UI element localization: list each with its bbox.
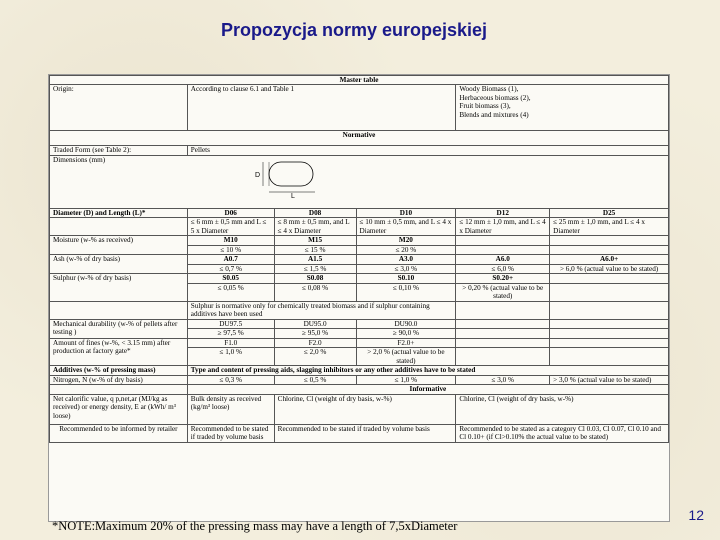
origin-values xyxy=(456,85,669,131)
moisture-class-m10: M10 xyxy=(187,236,274,245)
origin-label: Origin: xyxy=(50,85,188,131)
origin-herbaceous: Herbaceous biomass (2), xyxy=(459,93,531,102)
fines-value-f10: ≤ 1,0 % xyxy=(187,348,274,366)
recommended-volume-2: Recommended to be stated if traded by volume basis xyxy=(274,424,456,442)
class-d25: D25 xyxy=(550,208,669,217)
durability-class-du950: DU95.0 xyxy=(274,319,356,328)
ash-value-a60: ≤ 6,0 % xyxy=(456,264,550,273)
moisture-value-m20: ≤ 20 % xyxy=(356,245,456,254)
fines-class-f20plus: F2.0+ xyxy=(356,338,456,347)
recommended-category: Recommended to be stated as a category Cl 0.03, Cl 0.07, Cl 0.10 and Cl 0.10+ (if Cl>0.10% the actual value to be stated) xyxy=(456,424,669,442)
normative-header: Normative xyxy=(50,131,669,146)
origin-blends: Blends and mixtures (4) xyxy=(459,110,529,119)
nitrogen-value-4: ≤ 3,0 % xyxy=(456,375,550,384)
origin-fruit: Fruit biomass (3), xyxy=(459,102,511,111)
pellet-diagram xyxy=(255,158,325,198)
diameter-label: Diameter (D) and Length (L)* xyxy=(50,208,188,217)
fines-value-f20plus: > 2,0 % (actual value to be stated) xyxy=(356,348,456,366)
page-number: 12 xyxy=(688,507,704,523)
fines-label: Amount of fines (w-%, < 3.15 mm) after production at factory gate* xyxy=(50,338,188,365)
fines-value-f20: ≤ 2,0 % xyxy=(274,348,356,366)
moisture-value-m15: ≤ 15 % xyxy=(274,245,356,254)
slide-title: Propozycja normy europejskiej xyxy=(220,20,488,40)
nitrogen-value-1: ≤ 0,3 % xyxy=(187,375,274,384)
nitrogen-label: Nitrogen, N (w-% of dry basis) xyxy=(50,375,188,384)
ash-value-a30: ≤ 3,0 % xyxy=(356,264,456,273)
ash-class-a30: A3.0 xyxy=(356,255,456,264)
fines-class-f20: F2.0 xyxy=(274,338,356,347)
dimensions-cell xyxy=(50,155,669,208)
master-table-header: Master table xyxy=(50,76,669,85)
sulphur-value-s005: ≤ 0,05 % xyxy=(187,283,274,301)
durability-value-du950: ≥ 95,0 % xyxy=(274,329,356,338)
durability-value-du900: ≥ 90,0 % xyxy=(356,329,456,338)
ash-value-a60plus: > 6,0 % (actual value to be stated) xyxy=(550,264,669,273)
additives-label: Additives (w-% of pressing mass) xyxy=(50,366,188,375)
dimensions-label: Dimensions (mm) xyxy=(53,155,106,164)
class-d10: D10 xyxy=(356,208,456,217)
additives-value: Type and content of pressing aids, slagging inhibitors or any other additives have to be stated xyxy=(187,366,668,375)
origin-woody: Woody Biomass (1), xyxy=(459,85,519,94)
traded-form-value: Pellets xyxy=(187,146,668,155)
spec-d10: ≤ 10 mm ± 0,5 mm, and L ≤ 4 x Diameter xyxy=(356,218,456,236)
fines-class-f10: F1.0 xyxy=(187,338,274,347)
ash-class-a07: A0.7 xyxy=(187,255,274,264)
durability-class-du975: DU97.5 xyxy=(187,319,274,328)
nitrogen-value-5: > 3,0 % (actual value to be stated) xyxy=(550,375,669,384)
class-d08: D08 xyxy=(274,208,356,217)
sulphur-class-s010: S0.10 xyxy=(356,274,456,283)
nitrogen-value-3: ≤ 1,0 % xyxy=(356,375,456,384)
informative-header: Informative xyxy=(187,385,668,394)
standard-table-document xyxy=(48,74,670,522)
durability-value-du975: ≥ 97,5 % xyxy=(187,329,274,338)
ash-label: Ash (w-% of dry basis) xyxy=(50,255,188,274)
recommended-volume-1: Recommended to be stated if traded by volume basis xyxy=(187,424,274,442)
traded-form-label: Traded Form (see Table 2): xyxy=(50,146,188,155)
sulphur-value-s010: ≤ 0,10 % xyxy=(356,283,456,301)
moisture-value-m10: ≤ 10 % xyxy=(187,245,274,254)
durability-class-du900: DU90.0 xyxy=(356,319,456,328)
spec-d25: ≤ 25 mm ± 1,0 mm, and L ≤ 4 x Diameter xyxy=(550,218,669,236)
net-calorific-label: Net calorific value, q p,net,ar (MJ/kg as received) or energy density, E ar (kWh/ m³ loose) xyxy=(50,394,188,424)
sulphur-value-s008: ≤ 0,08 % xyxy=(274,283,356,301)
moisture-label: Moisture (w-% as received) xyxy=(50,236,188,255)
sulphur-class-s005: S0.05 xyxy=(187,274,274,283)
ash-value-a07: ≤ 0,7 % xyxy=(187,264,274,273)
diagram-d-label: D xyxy=(255,171,261,179)
sulphur-class-s008: S0.08 xyxy=(274,274,356,283)
sulphur-label: Sulphur (w-% of dry basis) xyxy=(50,274,188,301)
sulphur-note: Sulphur is normative only for chemically treated biomass and if sulphur containing additives have been used xyxy=(187,301,456,319)
ash-class-a15: A1.5 xyxy=(274,255,356,264)
footnote: *NOTE:Maximum 20% of the pressing mass may have a length of 7,5xDiameter xyxy=(52,519,458,533)
chlorine-label-2: Chlorine, Cl (weight of dry basis, w-%) xyxy=(456,394,669,424)
sulphur-class-s020plus: S0.20+ xyxy=(456,274,550,283)
moisture-class-m15: M15 xyxy=(274,236,356,245)
durability-label: Mechanical durability (w-% of pellets after testing ) xyxy=(50,319,188,338)
ash-class-a60plus: A6.0+ xyxy=(550,255,669,264)
spec-d06: ≤ 6 mm ± 0,5 mm and L ≤ 5 x Diameter xyxy=(187,218,274,236)
master-table xyxy=(49,75,669,443)
origin-reference: According to clause 6.1 and Table 1 xyxy=(187,85,456,131)
recommended-retailer: Recommended to be informed by retailer xyxy=(50,424,188,442)
class-d06: D06 xyxy=(187,208,274,217)
ash-value-a15: ≤ 1,5 % xyxy=(274,264,356,273)
moisture-class-m20: M20 xyxy=(356,236,456,245)
chlorine-label-1: Chlorine, Cl (weight of dry basis, w-%) xyxy=(274,394,456,424)
diagram-l-label: L xyxy=(291,192,295,198)
ash-class-a60: A6.0 xyxy=(456,255,550,264)
class-d12: D12 xyxy=(456,208,550,217)
spec-d12: ≤ 12 mm ± 1,0 mm, and L ≤ 4 x Diameter xyxy=(456,218,550,236)
sulphur-value-s020plus: > 0,20 % (actual value to be stated) xyxy=(456,283,550,301)
bulk-density-label: Bulk density as received (kg/m³ loose) xyxy=(187,394,274,424)
nitrogen-value-2: ≤ 0,5 % xyxy=(274,375,356,384)
spec-d08: ≤ 8 mm ± 0,5 mm, and L ≤ 4 x Diameter xyxy=(274,218,356,236)
